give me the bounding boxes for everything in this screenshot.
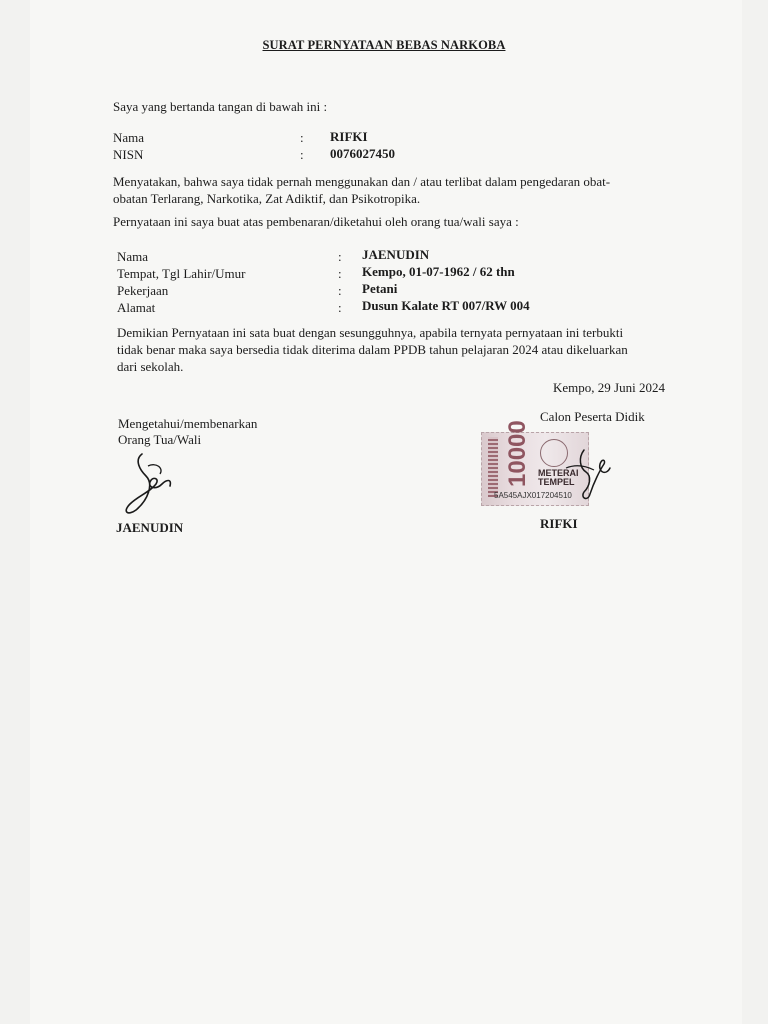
document-title: SURAT PERNYATAAN BEBAS NARKOBA	[262, 38, 506, 52]
student-sign-label: Calon Peserta Didik	[540, 409, 645, 424]
intro-text: Saya yang bertanda tangan di bawah ini :	[113, 99, 328, 114]
guardian-address-value: Dusun Kalate RT 007/RW 004	[362, 298, 530, 313]
guardian-sign-line1: Mengetahui/membenarkan	[118, 416, 258, 431]
student-name-colon: :	[300, 130, 304, 145]
closing-line: Demikian Pernyataan ini sata buat dengan sesungguhnya, apabila ternyata pernyataan ini terbukti	[117, 325, 624, 340]
guardian-job-colon: :	[338, 283, 342, 298]
statement-line: Menyatakan, bahwa saya tidak pernah menggunakan dan / atau terlibat dalam pengedaran obat-	[113, 174, 611, 189]
student-name-label: Nama	[113, 130, 145, 145]
guardian-job-value: Petani	[362, 281, 398, 296]
guardian-birth-colon: :	[338, 266, 342, 281]
closing-line: dari sekolah.	[117, 359, 184, 374]
guardian-signature	[112, 448, 182, 524]
guardian-sign-line2: Orang Tua/Wali	[118, 432, 202, 447]
closing-paragraph	[117, 324, 628, 375]
guardian-address-label: Alamat	[117, 300, 156, 315]
student-sign-name: RIFKI	[540, 516, 578, 531]
student-nisn-colon: :	[300, 147, 304, 162]
guardian-birth-value: Kempo, 01-07-1962 / 62 thn	[362, 264, 515, 279]
guardian-address-colon: :	[338, 300, 342, 315]
guardian-birth-label: Tempat, Tgl Lahir/Umur	[117, 266, 246, 281]
student-name-value: RIFKI	[330, 129, 368, 144]
student-signature	[560, 446, 616, 510]
guardian-name-label: Nama	[117, 249, 149, 264]
guardian-name-value: JAENUDIN	[362, 247, 430, 262]
stamp-text-line1: METERAI	[538, 468, 579, 478]
place-date: Kempo, 29 Juni 2024	[553, 380, 665, 395]
guardian-sign-name: JAENUDIN	[116, 520, 184, 535]
closing-line: tidak benar maka saya bersedia tidak diterima dalam PPDB tahun pelajaran 2024 atau dikeluarkan	[117, 342, 628, 357]
student-nisn-label: NISN	[113, 147, 144, 162]
stamp-serial: 5A545AJX017204510	[494, 491, 572, 500]
stamp-value: 10000	[504, 420, 531, 487]
statement-line: obatan Terlarang, Narkotika, Zat Adiktif, dan Psikotropika.	[113, 191, 421, 206]
guardian-intro: Pernyataan ini saya buat atas pembenaran/diketahui oleh orang tua/wali saya :	[113, 214, 519, 229]
student-nisn-value: 0076027450	[330, 146, 395, 161]
statement-paragraph	[113, 173, 610, 207]
guardian-name-colon: :	[338, 249, 342, 264]
guardian-job-label: Pekerjaan	[117, 283, 169, 298]
stamp-text-line2: TEMPEL	[538, 477, 575, 487]
stamp-security-strip	[488, 437, 498, 497]
